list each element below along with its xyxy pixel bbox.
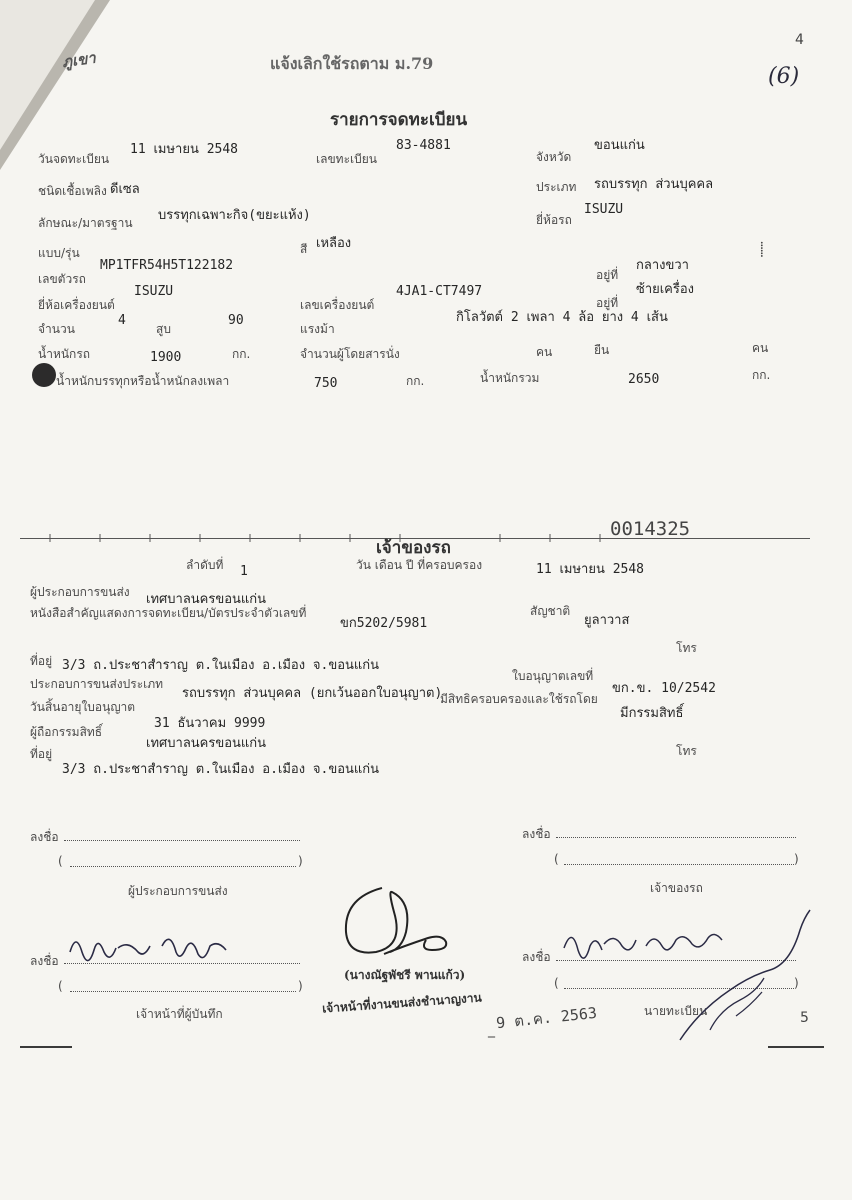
count-label: จำนวน xyxy=(38,322,75,336)
count: 4 xyxy=(118,313,126,328)
person-2: คน xyxy=(752,341,769,355)
fuel: ดีเซล xyxy=(110,182,140,197)
header-note: แจ้งเลิกใช้รถตาม ม.79 xyxy=(270,54,434,73)
address-2: 3/3 ถ.ประชาสำราญ ต.ในเมือง อ.เมือง จ.ขอนแก่น xyxy=(62,762,380,777)
section-registration-title: รายการจดทะเบียน xyxy=(330,110,468,130)
reg-date: 11 เมษายน 2548 xyxy=(130,142,238,157)
hp-label: แรงม้า xyxy=(300,322,335,336)
chassis-pos-label: อยู่ที่ xyxy=(596,268,619,282)
reg-date-label: วันจดทะเบียน xyxy=(38,152,110,166)
kg-1: กก. xyxy=(232,347,251,361)
kg-3: กก. xyxy=(752,368,771,382)
engine-brand-label: ยี่ห้อเครื่องยนต์ xyxy=(38,298,115,312)
kg-2: กก. xyxy=(406,374,425,388)
province: ขอนแก่น xyxy=(594,138,645,153)
right-label: มีสิทธิครอบครองและใช้รถโดย xyxy=(440,692,598,706)
stamp-date: 9 ต.ค. 2563 xyxy=(495,1003,598,1033)
chassis-pos: กลางขวา xyxy=(636,258,689,273)
possess-date-label: วัน เดือน ปี ที่ครอบครอง xyxy=(356,558,483,572)
role-owner: เจ้าของรถ xyxy=(650,881,703,895)
recorder-signature xyxy=(66,928,256,968)
character: บรรทุกเฉพาะกิจ(ขยะแห้ง) xyxy=(158,208,311,223)
vehicle-type: รถบรรทุก ส่วนบุคคล xyxy=(594,177,714,192)
total: 2650 xyxy=(628,372,660,387)
stamp-dash: _ xyxy=(488,1022,495,1038)
paren-close-1: ) xyxy=(298,854,303,868)
holder: เทศบาลนครขอนแก่น xyxy=(146,736,267,751)
bottom-mark-right xyxy=(768,1046,824,1048)
cc: 90 xyxy=(228,313,244,328)
engine-brand: ISUZU xyxy=(134,284,174,299)
nationality-label: สัญชาติ xyxy=(530,604,571,618)
id-doc: ขก5202/5981 xyxy=(340,616,428,631)
expiry: 31 ธันวาคม 9999 xyxy=(154,716,266,731)
possess-date: 11 เมษายน 2548 xyxy=(536,562,644,577)
name-line-owner xyxy=(564,864,794,865)
sign-label-recorder: ลงชื่อ xyxy=(30,954,59,968)
paren-open-4: ( xyxy=(554,976,559,990)
license-no-label: ใบอนุญาตเลขที่ xyxy=(512,669,594,683)
page-number-top: 4 xyxy=(795,32,804,48)
role-operator: ผู้ประกอบการขนส่ง xyxy=(128,884,228,898)
color: เหลือง xyxy=(316,236,352,251)
official-title: เจ้าหน้าที่งานขนส่งชำนาญงาน xyxy=(321,990,483,1016)
page-curl xyxy=(0,0,95,150)
nationality: ยูลาวาส xyxy=(584,613,630,628)
axle-info: กิโลวัตต์ 2 เพลา 4 ล้อ ยาง 4 เส้น xyxy=(456,310,668,325)
sign-line-owner xyxy=(556,837,796,838)
weight-label: น้ำหนักรถ xyxy=(38,347,91,361)
load-label: น้ำหนักบรรทุกหรือน้ำหนักลงเพลา xyxy=(56,374,230,388)
section-owner-title: เจ้าของรถ xyxy=(376,538,451,558)
address-label-2: ที่อยู่ xyxy=(30,747,53,761)
paren-close-2: ) xyxy=(794,852,799,866)
load: 750 xyxy=(314,376,338,391)
official-signature xyxy=(334,880,464,970)
sign-label-registrar: ลงชื่อ xyxy=(522,950,551,964)
id-doc-label: หนังสือสำคัญแสดงการจดทะเบียน/บัตรประจำตัวเลขที่ xyxy=(30,606,307,620)
order-label: ลำดับที่ xyxy=(186,558,224,572)
seats-label: จำนวนผู้โดยสารนั่ง xyxy=(300,347,400,361)
sign-line-operator xyxy=(64,840,300,841)
official-name: (นางณัฐพัชรี พานแก้ว) xyxy=(344,968,466,982)
sign-label-owner: ลงชื่อ xyxy=(522,827,551,841)
weight: 1900 xyxy=(150,350,182,365)
engine-no-label: เลขเครื่องยนต์ xyxy=(300,298,375,312)
cyl-label: สูบ xyxy=(156,322,171,336)
right: มีกรรมสิทธิ์ xyxy=(620,706,684,721)
order: 1 xyxy=(240,564,248,579)
margin-tick: ⸽ xyxy=(760,242,764,258)
paren-close-4: ) xyxy=(794,976,799,990)
role-registrar: นายทะเบียน xyxy=(644,1004,708,1018)
brand: ISUZU xyxy=(584,202,624,217)
province-label: จังหวัด xyxy=(536,150,572,164)
brand-label: ยี่ห้อรถ xyxy=(536,213,572,227)
license-no: ขก.ข. 10/2542 xyxy=(612,681,716,696)
operator: เทศบาลนครขอนแก่น xyxy=(146,592,267,607)
address-label-1: ที่อยู่ xyxy=(30,654,53,668)
model-label: แบบ/รุ่น xyxy=(38,246,80,260)
name-line-operator xyxy=(70,866,296,867)
holder-label: ผู้ถือกรรมสิทธิ์ xyxy=(30,725,103,739)
character-label: ลักษณะ/มาตรฐาน xyxy=(38,216,133,230)
total-label: น้ำหนักรวม xyxy=(480,371,540,385)
chassis: MP1TFR54H5T122182 xyxy=(100,258,234,273)
paren-close-3: ) xyxy=(298,979,303,993)
phone-label-2: โทร xyxy=(676,744,697,758)
engine-no: 4JA1-CT7497 xyxy=(396,284,483,299)
plate: 83-4881 xyxy=(396,138,451,153)
fuel-label: ชนิดเชื้อเพลิง xyxy=(38,184,107,198)
phone-label-1: โทร xyxy=(676,641,697,655)
registrar-signature xyxy=(560,920,820,1060)
plate-label: เลขทะเบียน xyxy=(316,152,377,166)
stand-label: ยืน xyxy=(594,343,610,357)
transport-type: รถบรรทุก ส่วนบุคคล (ยกเว้นออกใบอนุญาต) xyxy=(182,686,443,701)
engine-pos-label: อยู่ที่ xyxy=(596,296,619,310)
address-1: 3/3 ถ.ประชาสำราญ ต.ในเมือง อ.เมือง จ.ขอนแก่น xyxy=(62,658,380,673)
bottom-mark-left xyxy=(20,1046,72,1048)
color-label: สี xyxy=(300,242,308,256)
paren-open-1: ( xyxy=(58,854,63,868)
serial-number: 0014325 xyxy=(610,518,691,540)
person-1: คน xyxy=(536,345,553,359)
engine-pos: ซ้ายเครื่อง xyxy=(636,282,695,297)
type-label: ประเภท xyxy=(536,180,577,194)
operator-label: ผู้ประกอบการขนส่ง xyxy=(30,585,130,599)
sign-label-operator: ลงชื่อ xyxy=(30,830,59,844)
chassis-label: เลขตัวรถ xyxy=(38,272,86,286)
transport-type-label: ประกอบการขนส่งประเภท xyxy=(30,677,164,691)
expiry-label: วันสิ้นอายุใบอนุญาต xyxy=(30,700,136,714)
punch-hole-1 xyxy=(32,363,56,387)
name-line-recorder xyxy=(70,991,296,992)
paren-open-3: ( xyxy=(58,979,63,993)
page-number-bottom: 5 xyxy=(800,1010,809,1026)
circle-mark: (6) xyxy=(768,64,800,89)
stamp-logo: ภูเขา xyxy=(60,48,97,72)
role-recorder: เจ้าหน้าที่ผู้บันทึก xyxy=(136,1007,223,1021)
paren-open-2: ( xyxy=(554,852,559,866)
